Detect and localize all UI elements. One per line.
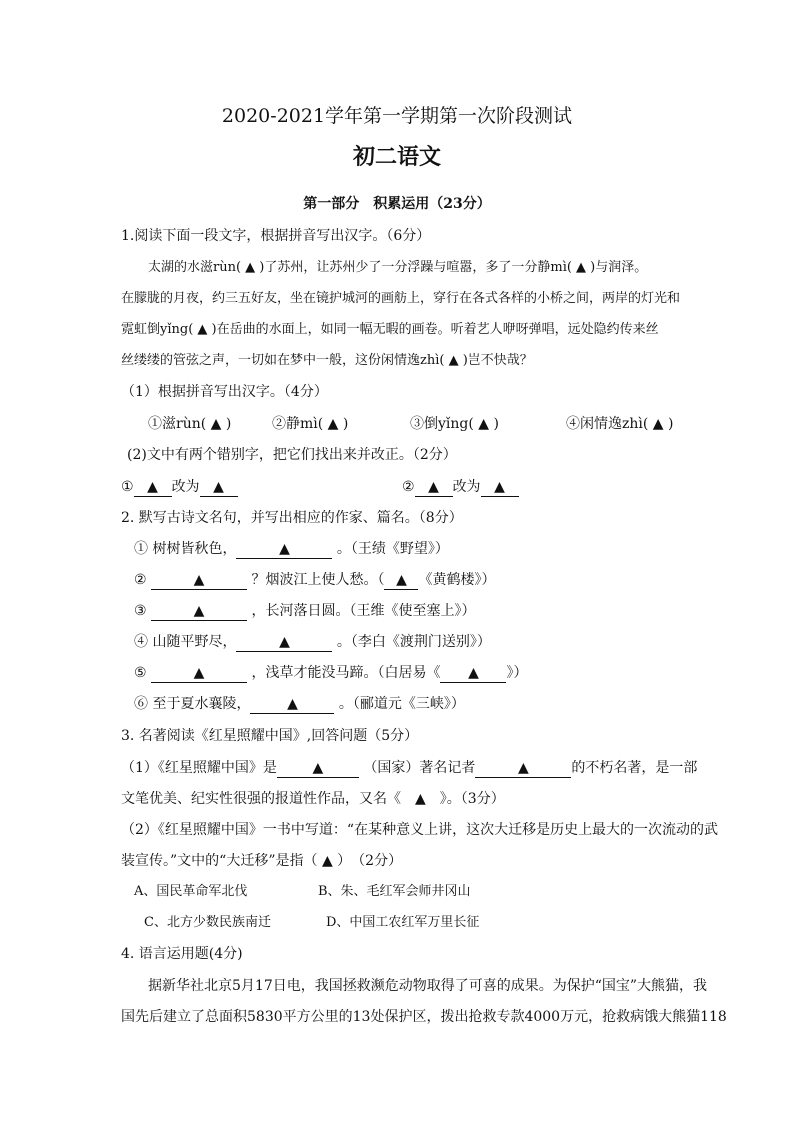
q1-sub1-item: ④闲情逸zhì( ▲ ) bbox=[566, 416, 674, 432]
q4-text-line: 国先后建立了总面积5830平方公里的13处保护区，拨出抢救专款4000万元，抢救病饿大熊猫118 bbox=[121, 1009, 727, 1025]
q2-line: ③ ▲ ，长河落日圆。（王维《使至塞上》） bbox=[134, 603, 476, 619]
answer-blank[interactable]: ▲ bbox=[134, 479, 172, 497]
answer-mark[interactable]: ▲ bbox=[415, 791, 426, 807]
q3-sub1-line: （1）《红星照耀中国》是 ▲ （国家）著名记者 ▲ 的不朽名著，是一部 bbox=[121, 760, 698, 776]
q4-stem: 4. 语言运用题(4分) bbox=[121, 946, 243, 962]
q1-sub2: (2)文中有两个错别字，把它们找出来并改正。（2分） bbox=[127, 447, 457, 463]
q3-sub2-line: （2）《红星照耀中国》一书中写道：“在某种意义上讲，这次大迁移是历史上最大的一次流动的武 bbox=[121, 822, 719, 838]
answer-blank[interactable]: ▲ bbox=[384, 572, 418, 590]
q3-sub1-line: 文笔优美、纪实性很强的报道性作品，又名《 ▲ 》。（3分） bbox=[121, 791, 505, 807]
answer-blank[interactable]: ▲ bbox=[151, 665, 247, 683]
answer-blank[interactable]: ▲ bbox=[250, 696, 334, 714]
q1-sub1-item: ②静mì( ▲ ) bbox=[272, 416, 349, 432]
q1-sub1-item: ①滋rùn( ▲ ) bbox=[148, 416, 232, 432]
q1-passage-line: 霓虹倒yǐng( ▲ )在岳曲的水面上，如同一幅无暇的画卷。听着艺人咿呀弹唱，远处隐约传来丝 bbox=[121, 322, 659, 337]
subject-title: 初二语文 bbox=[352, 144, 441, 170]
q1-passage-line: 丝缕缕的管弦之声，一切如在梦中一般，这份闲情逸zhì( ▲ )岂不快哉？ bbox=[121, 353, 533, 368]
q2-line: ② ▲ ？烟波江上使人愁。（ ▲ 《黄鹤楼》） bbox=[134, 572, 496, 588]
q1-stem: 1.阅读下面一段文字，根据拼音写出汉字。（6分） bbox=[121, 228, 431, 244]
answer-blank[interactable]: ▲ bbox=[415, 479, 453, 497]
q3-stem: 3. 名著阅读《红星照耀中国》,回答问题（5分） bbox=[121, 728, 419, 744]
q2-line: ⑥ 至于夏水襄陵， ▲ 。（郦道元《三峡》） bbox=[134, 696, 465, 712]
q2-line: ① 树树皆秋色， ▲ 。（王绩《野望》） bbox=[134, 541, 449, 557]
answer-mark[interactable]: ▲ bbox=[321, 853, 333, 869]
answer-blank[interactable]: ▲ bbox=[151, 572, 247, 590]
q3-option[interactable]: D、中国工农红军万里长征 bbox=[326, 915, 480, 930]
answer-blank[interactable]: ▲ bbox=[481, 479, 519, 497]
answer-blank[interactable]: ▲ bbox=[236, 541, 332, 559]
q3-option[interactable]: A、国民革命军北伐 bbox=[134, 884, 248, 899]
answer-blank[interactable]: ▲ bbox=[151, 603, 247, 621]
q1-sub2-item: ① ▲ 改为 ▲ bbox=[121, 477, 238, 497]
q3-sub2-line: 装宣传。”文中的“大迁移”是指（ ▲ ） （2分） bbox=[121, 853, 403, 869]
q2-line: ⑤ ▲ ，浅草才能没马蹄。（白居易《 ▲ 》） bbox=[134, 665, 528, 681]
q3-option[interactable]: B、朱、毛红军会师井冈山 bbox=[318, 884, 471, 899]
exam-title: 2020-2021学年第一学期第一次阶段测试 bbox=[221, 105, 573, 127]
answer-blank[interactable]: ▲ bbox=[200, 479, 238, 497]
answer-blank[interactable]: ▲ bbox=[440, 665, 506, 683]
q2-stem: 2. 默写古诗文名句，并写出相应的作家、篇名。（8分） bbox=[121, 510, 463, 526]
q4-text-line: 据新华社北京5月17日电，我国拯救濒危动物取得了可喜的成果。为保护“国宝”大熊猫，我 bbox=[148, 978, 708, 994]
q1-sub1-item: ③倒yǐng( ▲ ) bbox=[410, 416, 499, 432]
q2-line: ④ 山随平野尽， ▲ 。（李白《渡荆门送别》） bbox=[134, 634, 491, 650]
q1-sub2-item: ② ▲ 改为 ▲ bbox=[402, 477, 519, 497]
q1-passage-line: 在朦胧的月夜，约三五好友，坐在镜护城河的画舫上，穿行在各式各样的小桥之间，两岸的灯光和 bbox=[121, 291, 681, 306]
part-title: 第一部分 积累运用（23分） bbox=[303, 196, 491, 212]
q1-passage-line: 太湖的水滋rùn( ▲ )了苏州，让苏州少了一分浮躁与喧嚣，多了一分静mì( ▲ )与润泽。 bbox=[148, 260, 648, 275]
answer-blank[interactable]: ▲ bbox=[236, 634, 332, 652]
q1-sub1: （1）根据拼音写出汉字。（4分） bbox=[121, 384, 328, 400]
q3-option[interactable]: C、北方少数民族南迁 bbox=[144, 915, 271, 930]
answer-blank[interactable]: ▲ bbox=[277, 760, 359, 778]
answer-blank[interactable]: ▲ bbox=[475, 760, 571, 778]
